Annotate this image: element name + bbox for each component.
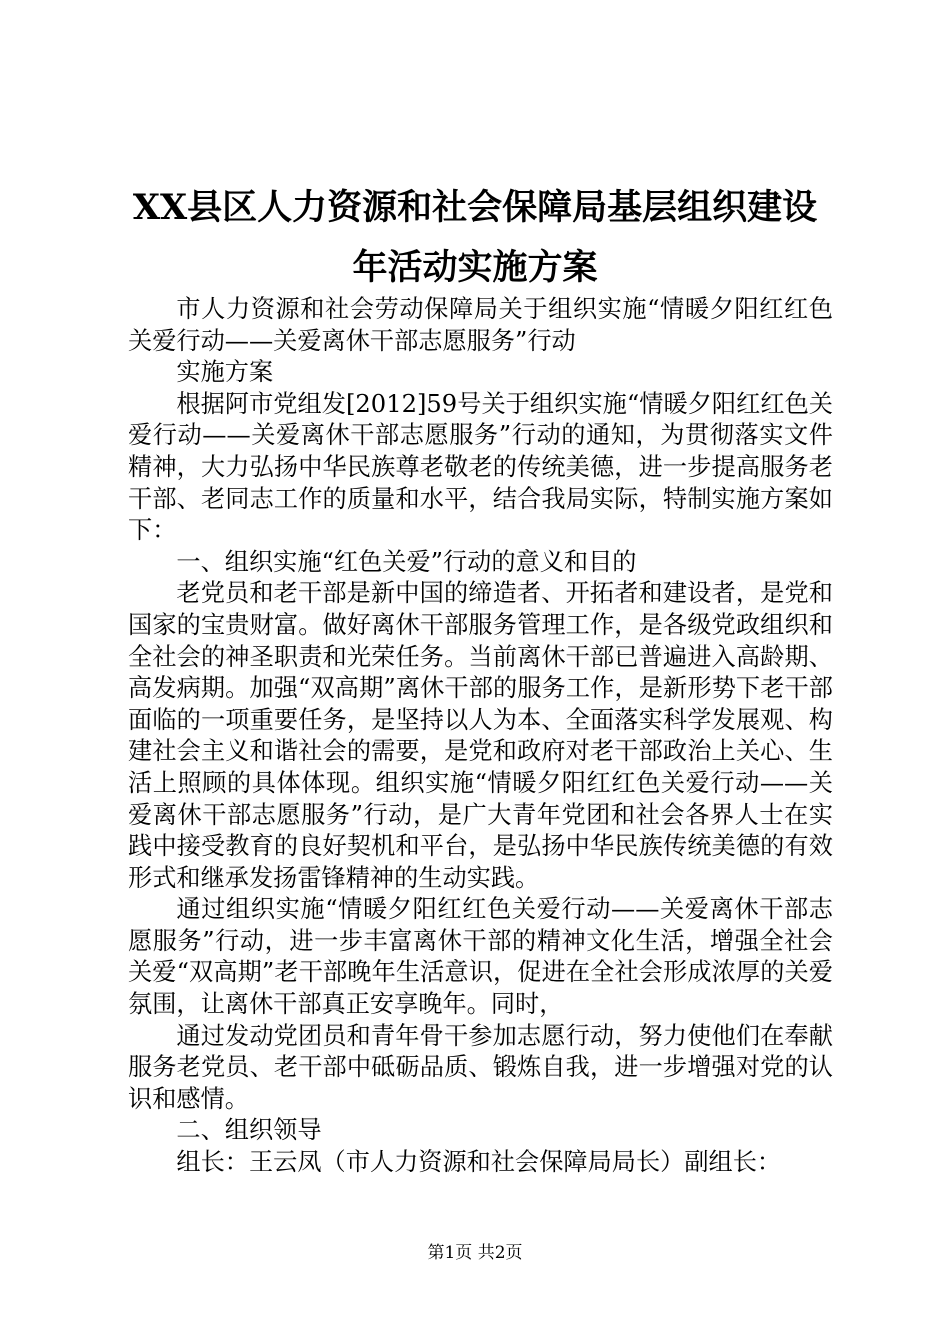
paragraph-goals: 通过组织实施“情暖夕阳红红色关爱行动——关爱离休干部志愿服务”行动，进一步丰富离休干部的精神文化生活，增强全社会关爱“双高期”老干部晚年生活意识，促进在全社会形成浓厚的关爱氛围，让离休干部真正安享晚年。同时， (128, 895, 833, 1019)
paragraph-significance: 老党员和老干部是新中国的缔造者、开拓者和建设者，是党和国家的宝贵财富。做好离休干部服务管理工作，是各级党政组织和全社会的神圣职责和光荣任务。当前离休干部已普遍进入高龄期、高发病期。加强“双高期”离休干部的服务工作，是新形势下老干部面临的一项重要任务，是坚持以人为本、全面落实科学发展观、构建社会主义和谐社会的需要，是党和政府对老干部政治上关心、生活上照顾的具体体现。组织实施“情暖夕阳红红色关爱行动——关爱离休干部志愿服务”行动，是广大青年党团和社会各界人士在实践中接受教育的良好契机和平台，是弘扬中华民族传统美德的有效形式和继承发扬雷锋精神的生动实践。 (128, 579, 833, 892)
paragraph-volunteers: 通过发动党团员和青年骨干参加志愿行动，努力使他们在奉献服务老党员、老干部中砥砺品质、锻炼自我，进一步增强对党的认识和感情。 (128, 1021, 833, 1113)
section-heading-1: 一、组织实施“红色关爱”行动的意义和目的 (176, 547, 637, 576)
paragraph-intro: 市人力资源和社会劳动保障局关于组织实施“情暖夕阳红红色关爱行动——关爱离休干部志愿服务”行动 (128, 295, 833, 355)
document-body (128, 294, 833, 1179)
section-heading-2: 二、组织领导 (176, 1116, 322, 1145)
page-footer: 第1页 共2页 (427, 1243, 523, 1263)
document-title-line-1: XX县区人力资源和社会保障局基层组织建设 (132, 187, 818, 228)
document-title-line-2: 年活动实施方案 (352, 247, 598, 288)
paragraph-leadership: 组长：王云凤（市人力资源和社会保障局局长）副组长： (176, 1148, 782, 1177)
paragraph-plan-heading: 实施方案 (176, 358, 274, 387)
paragraph-basis: 根据阿市党组发[2012]59号关于组织实施“情暖夕阳红红色关爱行动——关爱离休干部志愿服务”行动的通知，为贯彻落实文件精神，大力弘扬中华民族尊老敬老的传统美德，进一步提高服务老干部、老同志工作的质量和水平，结合我局实际，特制实施方案如下： (128, 389, 833, 545)
